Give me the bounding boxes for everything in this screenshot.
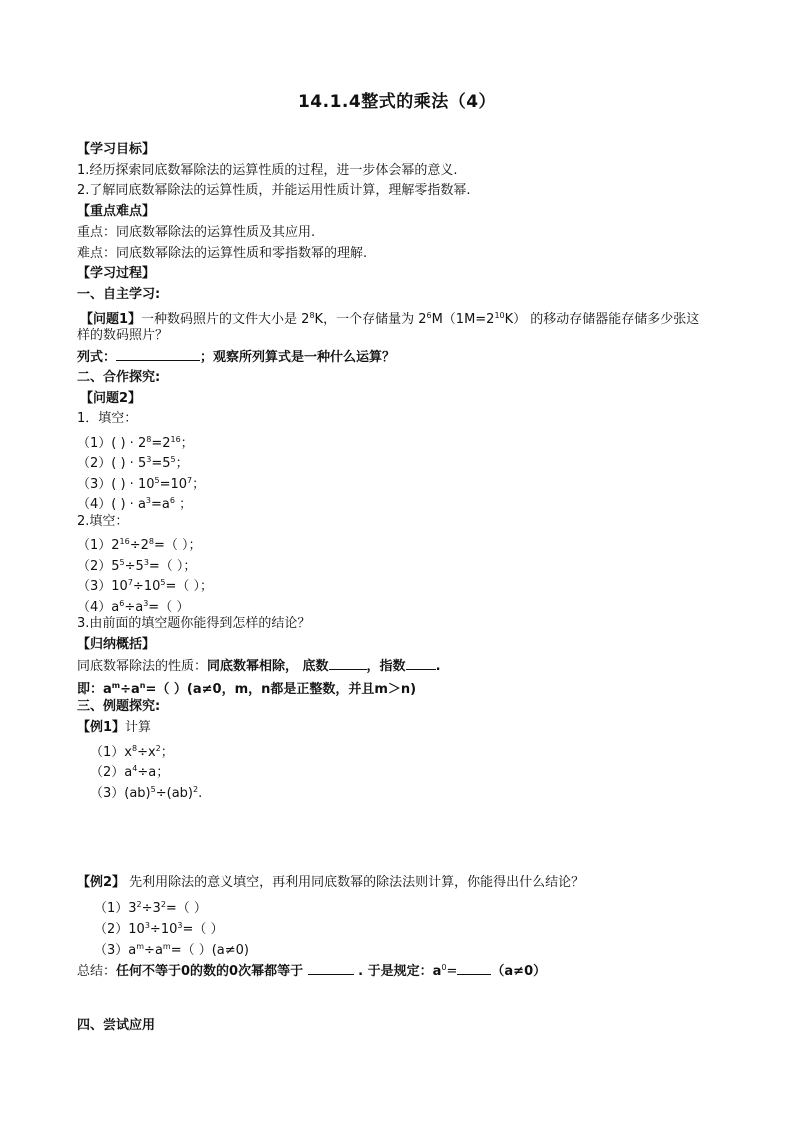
fill1-item: （1）( ) · $2^8=2^{16}$； <box>77 435 194 451</box>
definition-blank[interactable] <box>457 961 491 975</box>
conclusion-line: 总结：任何不等于0的数的0次幂都等于 . 于是规定：$a^0= (a\ne 0)$ <box>77 963 547 979</box>
part1-header: 一、自主学习: <box>77 287 161 302</box>
example2-item: $(3)a^m\div a^m=$（ ）(a≠0) <box>94 942 250 958</box>
exponent-blank[interactable] <box>406 656 436 670</box>
formula-label: 列式： <box>77 350 117 365</box>
base-blank[interactable] <box>329 656 367 670</box>
key-difficulty-header: 【重点难点】 <box>77 204 156 219</box>
example1-header: 【例1】计算 <box>77 720 152 735</box>
fill1-item: （3）( ) · $10^5=10^7$； <box>77 476 206 492</box>
question1-line1: 【问题1】一种数码照片的文件大小是 $2^8K$，一个存储量为 $2^6M(1M=2^{10}K)$ 的移动存储器能存储多少张这 <box>80 311 700 327</box>
example1-item: $(2)a^4\div a$； <box>90 764 170 780</box>
fill1-header: 1．填空： <box>77 411 138 426</box>
part4-header: 四、尝试应用 <box>77 1018 156 1033</box>
question3: 3.由前面的填空题你能得到怎样的结论？ <box>77 616 311 631</box>
zero-power-blank[interactable] <box>308 961 354 975</box>
key-point: 重点：同底数幂除法的运算性质及其应用. <box>77 225 316 240</box>
fill1-item: （2）( ) · $5^3=5^5$； <box>77 455 189 471</box>
part3-header: 三、例题探究: <box>77 699 161 714</box>
formula-answer-blank[interactable] <box>116 347 200 361</box>
process-header: 【学习过程】 <box>77 266 156 281</box>
question1-line2: 样的数码照片？ <box>77 328 169 343</box>
part2-header: 二、合作探究: <box>77 370 161 385</box>
goal-1: 1.经历探索同底数幂除法的运算性质的过程，进一步体会幂的意义. <box>77 163 458 178</box>
fill2-header: 2.填空： <box>77 514 129 529</box>
example1-item: $(1)x^8\div x^2$； <box>90 744 174 760</box>
fill2-item: $(4)a^6\div a^3=$（ ） <box>77 599 190 615</box>
formula-line: 列式： ；观察所列算式是一种什么运算？ <box>77 347 395 367</box>
goals-header: 【学习目标】 <box>77 142 156 157</box>
fill2-item: $(1)2^{16}\div 2^8=$（ ）； <box>77 537 202 553</box>
rule-formula: 即：$a^m\div a^n=$（ ）(a≠0，m，n都是正整数，并且m＞n) <box>77 681 417 697</box>
example2-header: 【例2】 先利用除法的意义填空，再利用同底数幂的除法法则计算，你能得出什么结论？ <box>77 875 585 890</box>
rule-line: 同底数幂除法的性质：同底数幂相除， 底数 ，指数 . <box>77 656 441 676</box>
example2-item: $(1)3^2\div 3^2=$（ ） <box>94 900 207 916</box>
difficulty-point: 难点：同底数幂除法的运算性质和零指数幂的理解. <box>77 246 368 261</box>
goal-2: 2.了解同底数幂除法的运算性质，并能运用性质计算，理解零指数幂. <box>77 183 471 198</box>
example1-item: （3）(ab)$^5$÷(ab)$^2$. <box>90 785 203 801</box>
fill1-item: （4）( ) · $a^3=a^6$ ； <box>77 496 193 512</box>
question1-label: 【问题1】 <box>80 312 142 327</box>
fill2-item: $(3)10^7\div 10^5=$（ ）； <box>77 578 213 594</box>
example2-item: $(2)10^3\div 10^3=$（ ） <box>94 921 224 937</box>
question2-header: 【问题2】 <box>80 391 142 406</box>
summary-header: 【归纳概括】 <box>77 637 156 652</box>
page-title: 14.1.4整式的乘法（4） <box>297 92 497 112</box>
fill2-item: $(2)5^5\div 5^3=$（ ）； <box>77 558 197 574</box>
